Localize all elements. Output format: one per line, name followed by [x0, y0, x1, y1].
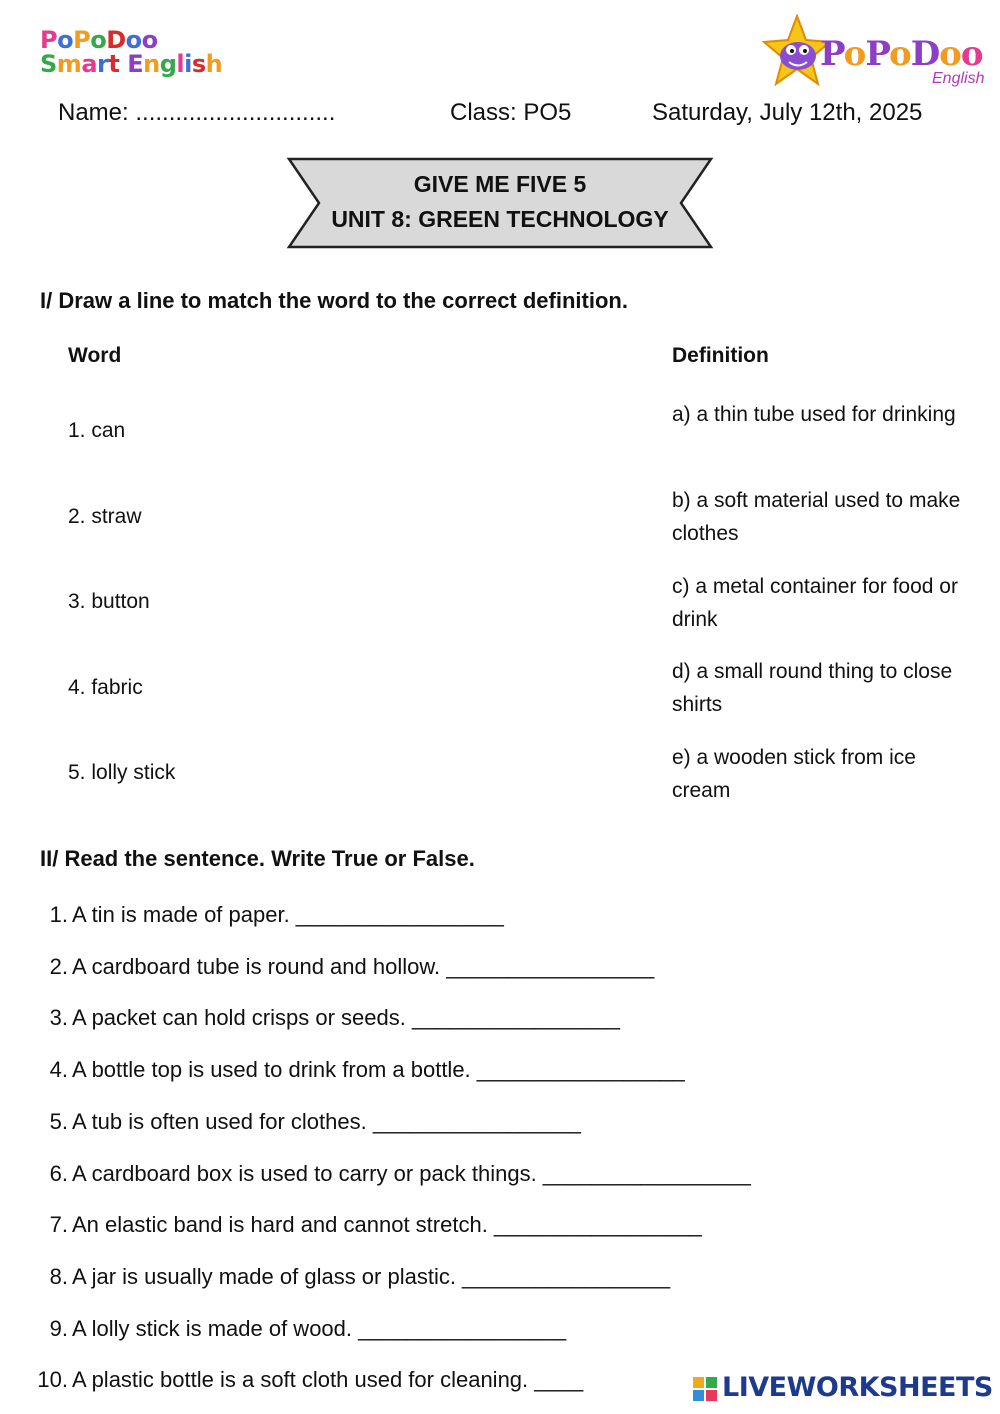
tf-number: 5. [49, 1109, 68, 1134]
tf-sentence[interactable]: A tin is made of paper. _________________ [72, 902, 504, 927]
tf-sentence[interactable]: A plastic bottle is a soft cloth used for cleaning. ____ [72, 1367, 584, 1392]
definition-item[interactable]: d) a small round thing to close shirts [672, 660, 953, 716]
liveworksheets-watermark[interactable] [690, 1368, 993, 1408]
title-line1: GIVE ME FIVE 5 [413, 171, 587, 197]
date-label: Saturday, July 12th, 2025 [652, 99, 923, 126]
definition-column-header: Definition [672, 344, 769, 367]
word-item[interactable]: 4. fabric [68, 676, 143, 699]
liveworksheets-blocks-icon [692, 1376, 718, 1402]
tf-number: 6. [49, 1161, 68, 1186]
word-item[interactable]: 5. lolly stick [68, 761, 176, 784]
class-label: Class: PO5 [450, 99, 572, 126]
tf-sentence[interactable]: A bottle top is used to drink from a bottle. _________________ [72, 1057, 685, 1082]
tf-sentence[interactable]: A cardboard box is used to carry or pack things. _________________ [72, 1161, 751, 1186]
tf-sentence[interactable]: An elastic band is hard and cannot stretch. _________________ [72, 1212, 702, 1237]
word-item[interactable]: 1. can [68, 419, 126, 442]
tf-sentence[interactable]: A cardboard tube is round and hollow. _________________ [72, 954, 655, 979]
logo-left-line2: Smart English [40, 50, 223, 78]
tf-sentence[interactable]: A jar is usually made of glass or plastic. _________________ [72, 1264, 671, 1289]
definition-item[interactable]: c) a metal container for food or drink [672, 575, 958, 631]
tf-number: 10. [37, 1367, 68, 1392]
tf-number: 4. [49, 1057, 68, 1082]
tf-number: 1. [49, 902, 68, 927]
word-column-header: Word [68, 344, 122, 367]
tf-sentence[interactable]: A packet can hold crisps or seeds. _________________ [72, 1005, 620, 1030]
tf-number: 2. [49, 954, 68, 979]
tf-number: 9. [49, 1316, 68, 1341]
tf-sentence[interactable]: A lolly stick is made of wood. _________________ [72, 1316, 567, 1341]
definition-item[interactable]: e) a wooden stick from ice cream [672, 746, 916, 802]
popodoo-english-logo [762, 12, 992, 94]
section1-heading: I/ Draw a line to match the word to the correct definition. [40, 288, 628, 313]
logo-right-sub: English [932, 70, 985, 87]
word-item[interactable]: 2. straw [68, 505, 142, 528]
watermark-text: LIVEWORKSHEETS [722, 1372, 993, 1403]
name-field: Name: .............................. [58, 99, 336, 126]
tf-sentence[interactable]: A tub is often used for clothes. _________________ [72, 1109, 581, 1134]
title-line2: UNIT 8: GREEN TECHNOLOGY [331, 206, 669, 232]
tf-number: 8. [49, 1264, 68, 1289]
section2-heading: II/ Read the sentence. Write True or False. [40, 846, 475, 871]
logo-left-line1: PoPoDoo [40, 26, 158, 54]
definition-item[interactable]: a) a thin tube used for drinking [672, 403, 956, 426]
definition-item[interactable]: b) a soft material used to make clothes [672, 489, 961, 545]
logo-right-word: PoPoDoo [820, 34, 983, 74]
popodoo-smart-english-logo [40, 26, 223, 80]
word-item[interactable]: 3. button [68, 590, 150, 613]
tf-number: 3. [49, 1005, 68, 1030]
tf-number: 7. [49, 1212, 68, 1237]
